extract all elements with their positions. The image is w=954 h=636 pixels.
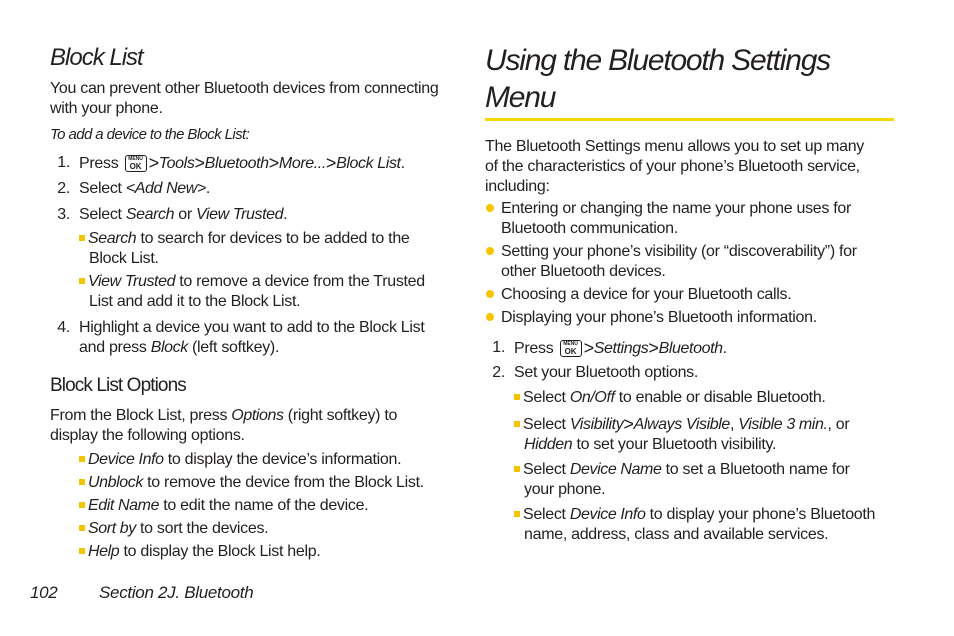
bullet-square-icon [514,466,520,472]
bullet-text: , or [827,416,850,433]
bluetooth-option-on-off [514,388,904,408]
step3-bullet-view-trusted [79,272,459,312]
list-item [485,285,905,305]
bullet-text: List and add it to the Block List. [89,293,301,310]
list-item [485,308,905,328]
bullet-square-icon [79,502,85,508]
step-text: Highlight a device you want to add to the Block List [79,319,425,336]
path-arrow-icon: > [583,338,594,358]
block-list-heading: Block List [50,44,143,71]
punct: . [400,155,405,172]
step-number: 2. [57,180,70,197]
on-off-option: On/Off [569,389,615,406]
heading-rule [485,118,894,121]
block-softkey: Block [150,339,188,356]
bullet-text: your phone. [524,481,606,498]
bullet-text: to search for devices to be added to the [136,230,410,247]
step-number: 1. [492,339,505,356]
path-arrow-icon: > [268,153,279,173]
list-item [79,542,459,565]
bullet-square-icon [79,235,85,241]
intro-text: (right softkey) to [283,407,398,424]
settings-intro [485,137,905,197]
step-text: (left softkey). [187,339,280,356]
path-arrow-icon: > [648,338,659,358]
bullet-text: name, address, class and available services. [524,526,829,543]
option-em: Sort by [88,520,136,537]
block-list-intro: You can prevent other Bluetooth devices from connecting with your phone. [50,80,439,117]
step-text: Select [79,206,126,223]
bullet-text: , [729,416,739,433]
bullet-dot-icon [486,313,494,321]
option-em: Unblock [88,474,144,491]
bullet-text: to display your phone’s Bluetooth [645,506,876,523]
list-item [79,496,459,519]
list-item [79,473,459,496]
list-item [79,450,459,473]
bullet-square-icon [79,548,85,554]
bullet-text: Select [523,506,570,523]
path-arrow-icon: > [623,414,634,434]
bullet-square-icon [79,479,85,485]
bullet-text: Block List. [89,250,159,267]
device-info-option: Device Info [569,506,646,523]
option-em: Edit Name [88,497,160,514]
page-number: 102 [30,583,58,602]
step-text: or [174,206,197,223]
bullet-text: Select [523,416,570,433]
bullet-text: Select [523,461,570,478]
path-block-list: Block List [336,155,401,172]
bullet-text: Choosing a device for your Bluetooth calls. [501,286,792,303]
bullet-text: to enable or disable Bluetooth. [614,389,826,406]
menu-ok-key-icon: MENU OK [560,340,582,357]
bullet-text: to remove a device from the Trusted [175,273,425,290]
bullet-square-icon [514,511,520,517]
visible-3-min-option: Visible 3 min. [738,416,828,433]
always-visible-option: Always Visible [633,416,730,433]
bullet-text: Entering or changing the name your phone uses for [501,200,851,217]
bullet-text: Setting your phone’s visibility (or “discoverability”) for [501,243,857,260]
option-text: to display the device’s information. [163,451,402,468]
options-softkey: Options [231,407,284,424]
search-option: Search [125,206,175,223]
bullet-em: View Trusted [88,273,176,290]
bullet-square-icon [79,525,85,531]
punct: . [722,340,727,357]
bluetooth-settings-heading [485,42,830,116]
path-arrow-icon: > [325,153,337,173]
bullet-square-icon [514,394,520,400]
intro-text: display the following options. [50,427,245,444]
bullet-text: Select [523,389,570,406]
add-new-option: <Add New> [125,180,206,197]
list-item [79,519,459,542]
bluetooth-option-device-name [514,460,904,500]
step-number: 4. [57,319,70,336]
path-arrow-icon: > [148,153,159,173]
options-list [79,450,459,565]
step-number: 2. [492,364,505,381]
step-text: Select [79,180,126,197]
press-label: Press [79,155,119,172]
option-em: Device Info [88,451,164,468]
settings-bullets [485,199,905,328]
heading-line: Menu [485,81,556,114]
step-text: and press [79,339,151,356]
bullet-dot-icon [486,204,494,212]
list-item [485,199,905,239]
options-intro [50,406,460,446]
path-tools: Tools [158,155,195,172]
intro-line: The Bluetooth Settings menu allows you to set up many [485,138,864,155]
intro-text: From the Block List, press [50,407,232,424]
bullet-text: to set a Bluetooth name for [661,461,850,478]
bullet-text: other Bluetooth devices. [501,263,666,280]
bullet-em: Search [88,230,137,247]
bullet-text: to set your Bluetooth visibility. [572,436,777,453]
option-text: to display the Block List help. [119,543,321,560]
bullet-dot-icon [486,290,494,298]
step-number: 1. [57,154,70,171]
path-bluetooth: Bluetooth [204,155,269,172]
menu-ok-key-icon: MENU OK [125,155,147,172]
step-text: Set your Bluetooth options. [514,364,699,381]
block-list-options-heading: Block List Options [50,375,186,396]
view-trusted-option: View Trusted [196,206,284,223]
step-number: 3. [57,206,70,223]
path-bluetooth: Bluetooth [658,340,723,357]
device-name-option: Device Name [569,461,662,478]
hidden-option: Hidden [524,436,573,453]
bluetooth-option-device-info [514,505,904,545]
bullet-text: Bluetooth communication. [501,220,678,237]
bullet-dot-icon [486,247,494,255]
list-item [485,242,905,282]
path-settings: Settings [593,340,649,357]
punct: . [205,180,210,197]
path-more: More... [278,155,326,172]
punct: . [283,206,288,223]
visibility-option: Visibility [569,416,624,433]
section-label: Section 2J. Bluetooth [99,583,254,602]
press-label: Press [514,340,554,357]
option-text: to sort the devices. [135,520,269,537]
bullet-square-icon [514,421,520,427]
bluetooth-option-visibility [514,414,904,455]
bullet-square-icon [79,278,85,284]
option-text: to remove the device from the Block List. [143,474,424,491]
step3-bullet-search [79,229,459,269]
heading-line: Using the Bluetooth Settings [485,44,830,77]
left-step-4 [50,318,460,358]
option-em: Help [88,543,120,560]
option-text: to edit the name of the device. [159,497,369,514]
procedure-label: To add a device to the Block List: [50,126,250,143]
bullet-square-icon [79,456,85,462]
path-arrow-icon: > [194,153,205,173]
intro-line: including: [485,178,550,195]
intro-line: of the characteristics of your phone’s Bluetooth service, [485,158,860,175]
bullet-text: Displaying your phone’s Bluetooth information. [501,309,817,326]
